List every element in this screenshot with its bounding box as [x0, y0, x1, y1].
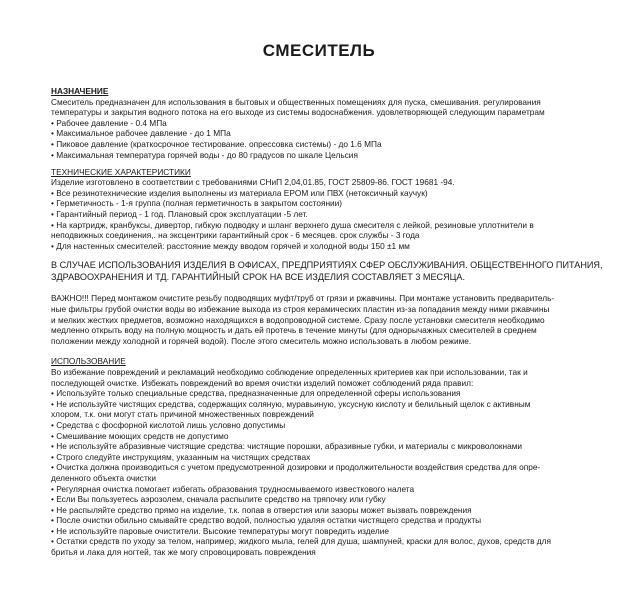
list-item: • На картридж, кранбуксы, дивертор, гибкую подводку и шланг верхнего душа смесителя с лейкой, резиновые уплотнители в	[51, 219, 534, 230]
list-item: • Очистка должна производиться с учетом предусмотренной дозировки и продолжительности воздействия средства для опре-	[51, 462, 541, 473]
notice-line: В СЛУЧАЕ ИСПОЛЬЗОВАНИЯ ИЗДЕЛИЯ В ОФИСАХ, ПРЕДПРИЯТИЯХ СФЕР ОБСЛУЖИВАНИЯ. ОБЩЕСТВЕННОГО ПИТАНИЯ,	[51, 260, 603, 271]
section-purpose	[51, 86, 621, 160]
list-item: • Пиковое давление (краткосрочное тестирование. опрессовка системы) - до 1.6 МПа	[51, 138, 382, 149]
list-item: • Рабочее давление - 0.4 МПа	[51, 117, 167, 128]
list-item: • Для настенных смесителей: расстояние между вводом горячей и холодной воды 150 ±1 мм	[51, 240, 410, 251]
section-heading-purpose: НАЗНАЧЕНИЕ	[51, 86, 109, 96]
list-item: • Регулярная очистка помогает избегать образования трудносмываемого известкового налета	[51, 483, 415, 494]
notice-line: ЗДРАВООХРАНЕНИЯ И ТД. ГАРАНТИЙНЫЙ СРОК НА ВСЕ ИЗДЕЛИЯ СОСТАВЛЯЕТ 3 МЕСЯЦА.	[51, 271, 466, 282]
list-item: • Не используйте абразивные чистящие средства: чистящие порошки, абразивные губки, и материалы с микроволокнами	[51, 441, 523, 452]
text-line: Во избежание повреждений и рекламаций необходимо соблюдение определенных критериев как при использовании, так и	[51, 366, 528, 377]
text-line: Изделие изготовлено в соответствии с требованиями СНиП 2,04,01.85, ГОСТ 25809-86. ГОСТ 19681 -94.	[51, 177, 455, 188]
list-item: • Не распыляйте средство прямо на изделие, т.к. попав в отверстия или зазоры может вызвать повреждения	[51, 504, 472, 515]
list-item: • Средства с фосфорной кислотой лишь условно допустимы	[51, 419, 286, 430]
text-line: медленно открыть воду на полную мощность и дать ей протечь в течение минуты (для однорычажных смесителей в среднем	[51, 325, 537, 336]
section-specs	[51, 167, 621, 252]
list-item: • Строго следуйте инструкциям, указанным на чистящих средствах	[51, 451, 311, 462]
text-line: ВАЖНО!!! Перед монтажом очистите резьбу подводящих муфт/труб от грязи и ржавчины. При монтаже установить предваритель-	[51, 293, 555, 304]
section-heading-usage: ИСПОЛЬЗОВАНИЕ	[51, 356, 126, 367]
page-title: СМЕСИТЕЛЬ	[262, 41, 376, 60]
text-line: Смеситель предназначен для использования в бытовых и общественных помещениях для пуска, смешивания. регулирования	[51, 96, 541, 107]
section-usage	[51, 356, 621, 557]
text-line: ные фильтры грубой очистки воды во избежание выхода из строя керамических пластин из-за попадания между ними ржавчины	[51, 304, 550, 314]
text-line: положении между холодной и горячей водой). После этого смеситель можно использовать в любом режиме.	[51, 335, 472, 346]
list-item: • Смешивание моющих средств не допустимо	[51, 430, 229, 441]
text-line: температуры и закрытия водного потока на его выходе из системы водоснабжения. удовлетворяющей следующим параметрам	[51, 107, 545, 118]
text-line: и мелких жестких предметов, возможно находящихся в водопроводной системе. Сразу после установки смесителя необходимо	[51, 314, 545, 325]
list-item: • Используйте только специальные средства, предназначенные для определенной сферы использования	[51, 388, 461, 399]
list-item: • Если Вы пользуетесь аэрозолем, сначала распылите средство на тряпочку или губку	[51, 494, 386, 505]
list-item: • Герметичность - 1-я группа (полная герметичность в закрытом состоянии)	[51, 198, 343, 209]
text-line: бритья и лака для ногтей, так же могу спровоцировать повреждения	[51, 547, 316, 558]
list-item: • После очистки обильно смывайте средство водой, полностью удаляя остатки чистящего средства и продукты	[51, 515, 482, 526]
list-item: • Гарантийный период - 1 год. Плановый срок эксплуатации -5 лет.	[51, 209, 308, 220]
list-item: • Не используйте паровые очистители. Высокие температуры могут повредить изделие	[51, 525, 389, 536]
text-line: последующей очистке. Избежать повреждений во время очистки изделий поможет соблюдений ряда правил:	[51, 377, 474, 388]
list-item: • Максимальная температура горячей воды - до 80 градусов по шкале Цельсия	[51, 149, 358, 160]
section-important	[51, 293, 621, 346]
list-item: • Все резинотехнические изделия выполнены из материала EPOM или ПВХ (нетоксичный каучук)	[51, 187, 428, 198]
list-item: • Не используйте чистящих средства, содержащих соляную, муравьиную, уксусную кислоту и белильный щелок с активным	[51, 398, 531, 409]
list-item: • Максимальное рабочее давление - до 1 МПа	[51, 128, 231, 139]
section-heading-specs: ТЕХНИЧЕСКИЕ ХАРАКТЕРИСТИКИ	[51, 166, 191, 177]
section-office-notice	[51, 260, 621, 283]
list-item: • Остатки средств по уходу за телом, например, жидкого мыла, гелей для душа, шампуней, краски для волос, духов, средств для	[51, 536, 551, 547]
text-line: деленного объекта очистки	[51, 472, 157, 483]
text-line: неподвижных соединения,. на эксцентрики гарантийный срок - 6 месяцев. срок службы - 3 года	[51, 230, 420, 241]
text-line: хлором, т.к. они могут стать причиной множественных повреждений	[51, 409, 314, 420]
document-body	[51, 86, 621, 564]
